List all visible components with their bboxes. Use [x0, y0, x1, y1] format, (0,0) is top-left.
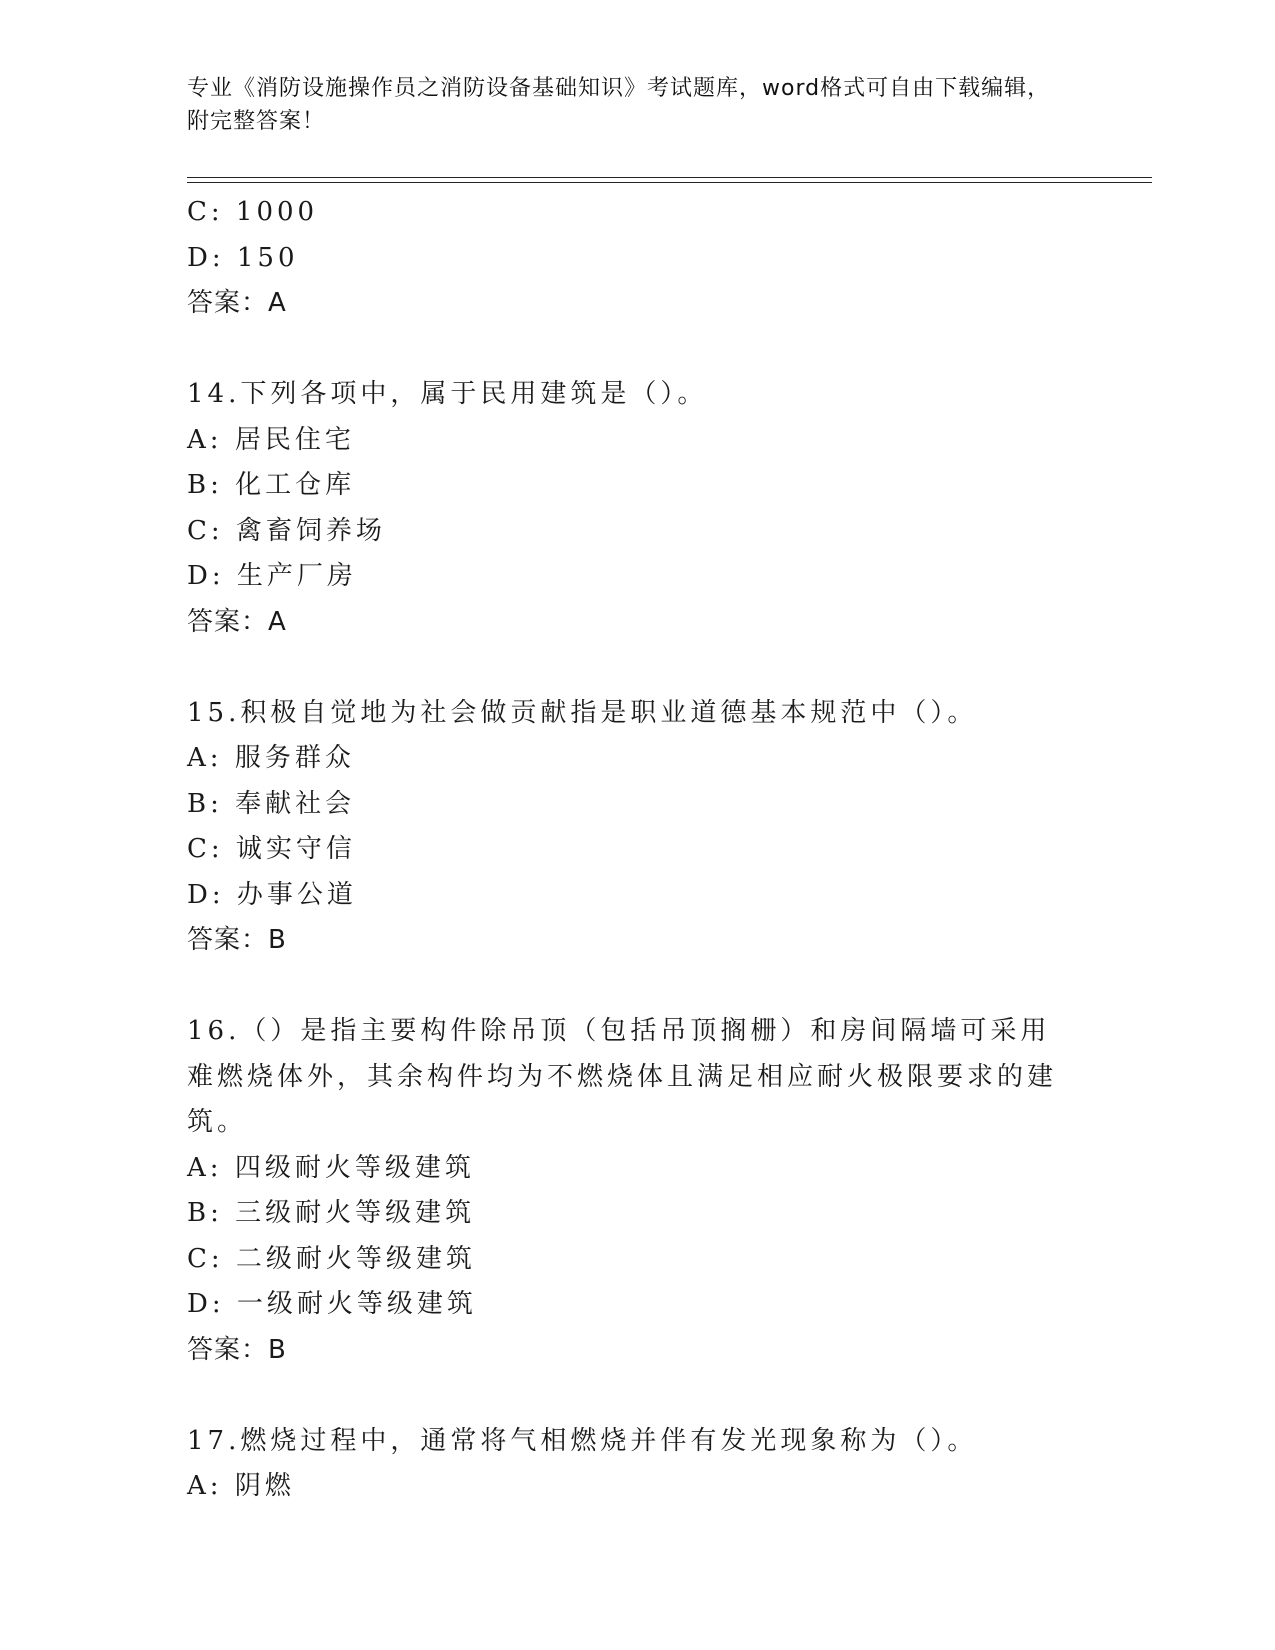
option-c [187, 1237, 1087, 1283]
option-d [187, 873, 1087, 919]
option-letter: B: [187, 470, 223, 500]
option-text: 二级耐火等级建筑 [235, 1243, 476, 1274]
option-b [187, 463, 1087, 509]
question-stem: 16.（）是指主要构件除吊顶（包括吊顶搁栅）和房间隔墙可采用难燃烧体外，其余构件均为不燃烧体且满足相应耐火极限要求的建筑。 [187, 1016, 1058, 1137]
question-17 [187, 1419, 1087, 1510]
option-letter: A: [187, 743, 223, 773]
option-text: 阴燃 [234, 1471, 295, 1501]
question-15 [187, 691, 1087, 964]
option-text: 禽畜饲养场 [235, 515, 386, 546]
question-list [187, 190, 1087, 1510]
option-letter: A: [187, 424, 223, 455]
option-text: 居民住宅 [234, 424, 355, 455]
option-letter: A: [187, 1152, 223, 1183]
option-text: 150 [236, 242, 299, 273]
option-text: 生产厂房 [236, 561, 357, 591]
option-letter: C: [187, 1243, 224, 1274]
question-13-tail [187, 190, 1087, 327]
option-c [187, 827, 1087, 873]
option-text: 三级耐火等级建筑 [235, 1198, 476, 1228]
option-c [187, 190, 1087, 236]
option-d [187, 236, 1087, 282]
header-rule-top [187, 177, 1152, 178]
document-header: 专业《消防设施操作员之消防设备基础知识》考试题库，word格式可自由下载编辑，附完整答案！ [187, 76, 1051, 134]
option-letter: D: [187, 242, 225, 273]
option-b [187, 1191, 1087, 1237]
option-text: 四级耐火等级建筑 [234, 1152, 475, 1183]
option-a [187, 418, 1087, 464]
question-stem: 17.燃烧过程中，通常将气相燃烧并伴有发光现象称为（）。 [187, 1425, 978, 1456]
question-16 [187, 1009, 1087, 1373]
option-text: 办事公道 [236, 879, 357, 910]
question-stem: 14.下列各项中，属于民用建筑是（）。 [187, 379, 708, 409]
option-letter: D: [187, 561, 225, 591]
option-letter: C: [187, 515, 224, 546]
option-text: 一级耐火等级建筑 [236, 1289, 477, 1319]
option-d [187, 554, 1087, 600]
option-letter: A: [187, 1471, 223, 1501]
option-letter: D: [187, 1289, 225, 1319]
option-a [187, 1464, 1087, 1510]
answer-line: 答案：A [187, 288, 287, 318]
spacer [187, 964, 1087, 1010]
option-text: 化工仓库 [235, 470, 356, 500]
answer-line: 答案：B [187, 1334, 287, 1365]
question-stem: 15.积极自觉地为社会做贡献指是职业道德基本规范中（）。 [187, 697, 978, 728]
option-d [187, 1282, 1087, 1328]
option-text: 诚实守信 [235, 834, 356, 864]
option-a [187, 736, 1087, 782]
option-text: 1000 [235, 197, 319, 227]
option-letter: D: [187, 879, 225, 910]
answer-line: 答案：B [187, 925, 287, 955]
spacer [187, 645, 1087, 691]
option-letter: B: [187, 788, 223, 819]
option-a [187, 1146, 1087, 1192]
option-letter: C: [187, 197, 224, 227]
spacer [187, 1373, 1087, 1419]
option-text: 服务群众 [234, 743, 355, 773]
spacer [187, 327, 1087, 373]
answer-line: 答案：A [187, 606, 287, 637]
question-14 [187, 372, 1087, 645]
option-c [187, 509, 1087, 555]
header-rule-bottom [187, 182, 1152, 183]
option-b [187, 782, 1087, 828]
option-letter: C: [187, 834, 224, 864]
option-letter: B: [187, 1198, 223, 1228]
option-text: 奉献社会 [235, 788, 356, 819]
